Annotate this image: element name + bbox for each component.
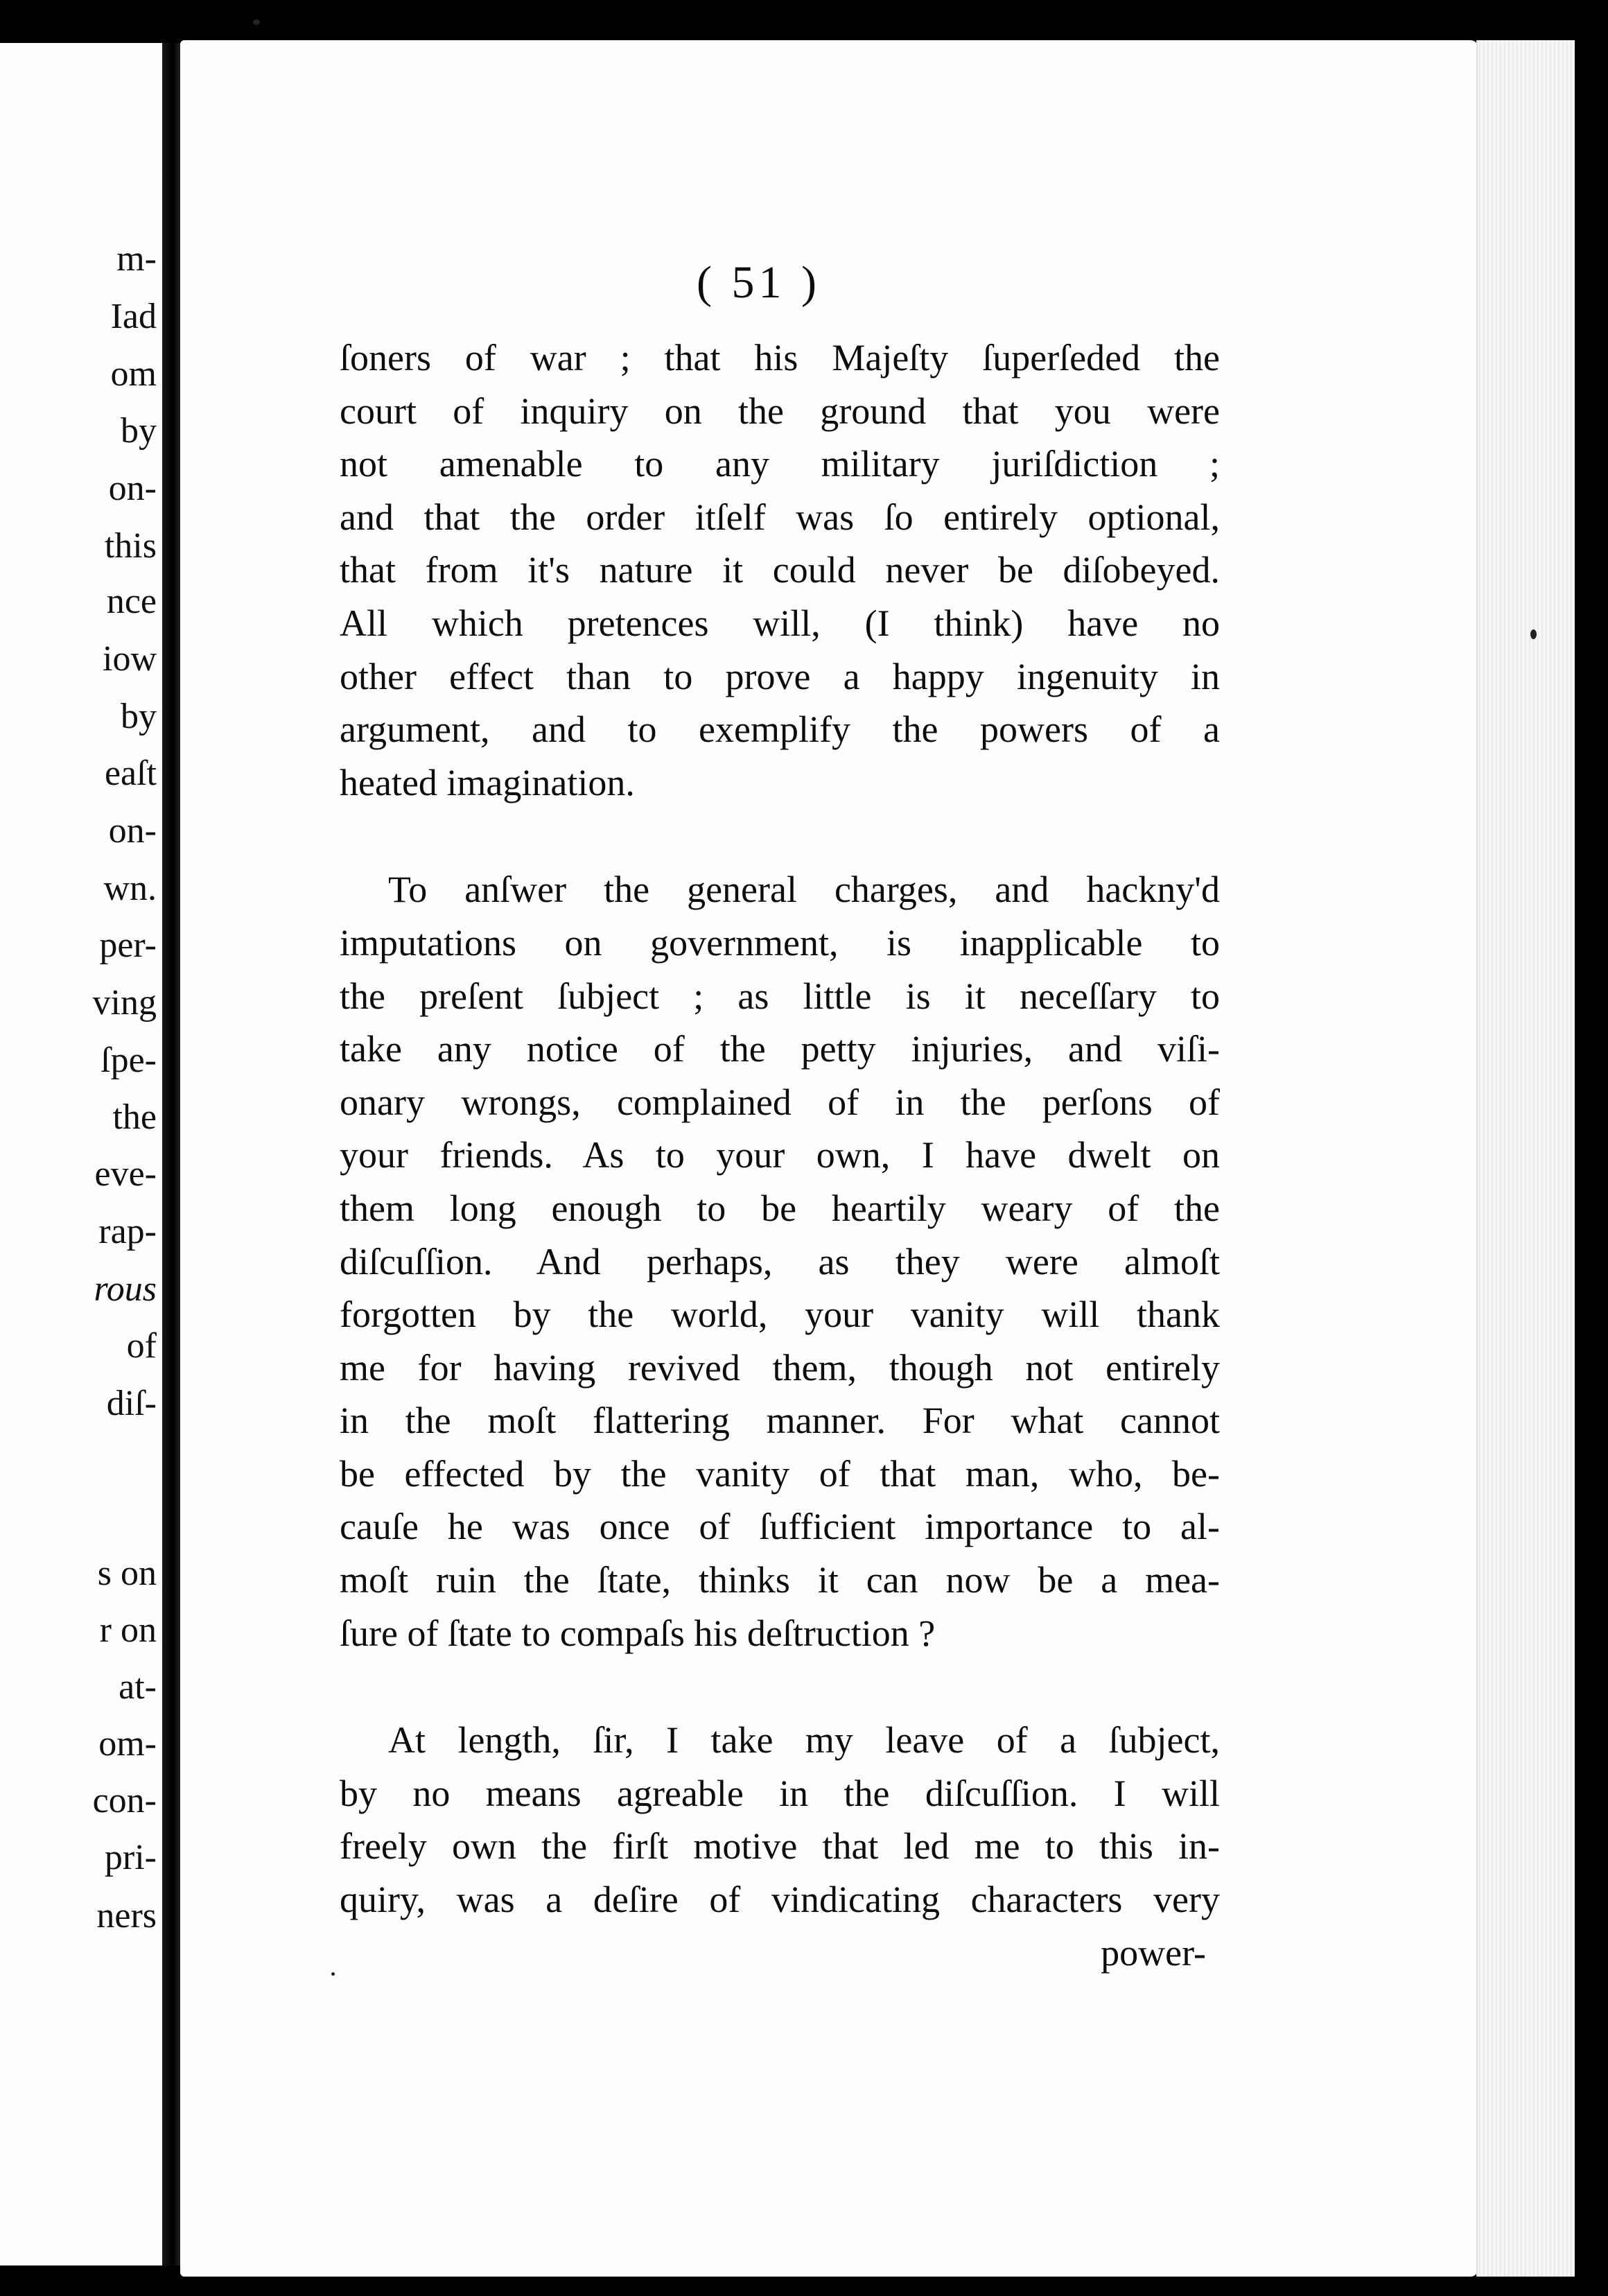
text-line: heated imagination. — [340, 761, 635, 803]
text-line: be effected by the vanity of that man, who, be- — [340, 1452, 1220, 1495]
text-line: All which pretences will, (I think) have no — [340, 602, 1220, 644]
left-page-fragment: diſ- — [106, 1384, 157, 1423]
left-page-fragment: pri- — [104, 1838, 157, 1877]
paragraph — [340, 331, 1220, 809]
text-line: imputations on government, is inapplicable to — [340, 921, 1220, 964]
paragraph-gap — [340, 1660, 1220, 1714]
left-page-fragment: om — [110, 354, 157, 394]
left-page-fragment: s on — [97, 1554, 157, 1593]
text-line: not amenable to any military juriſdiction ; — [340, 443, 1220, 485]
text-line: take any notice of the petty injuries, and viſi- — [340, 1028, 1220, 1070]
text-line: your friends. As to your own, I have dwelt on — [340, 1134, 1220, 1176]
page-edges — [1476, 40, 1575, 2277]
text-line: other effect than to prove a happy ingenuity in — [340, 655, 1220, 697]
text-line: by no means agreable in the diſcuſſion. I will — [340, 1772, 1220, 1814]
left-page-fragment: om- — [98, 1724, 157, 1764]
left-page-fragment: eaſt — [104, 754, 157, 793]
text-line: the preſent ſubject ; as little is it neceſſary to — [340, 975, 1220, 1017]
scan-border — [1575, 0, 1608, 2296]
scan-speck — [1530, 629, 1537, 639]
left-page-fragment: this — [104, 526, 157, 566]
text-line: onary wrongs, complained of in the perſons of — [340, 1081, 1220, 1123]
left-page-fragment: ſpe- — [101, 1041, 157, 1080]
text-line: ſure of ſtate to compaſs his deſtruction ? — [340, 1612, 936, 1654]
left-page-fragment: wn. — [103, 869, 157, 908]
left-page-fragment: nce — [106, 582, 157, 621]
left-page-fragment: ners — [96, 1896, 157, 1936]
paragraph-gap — [340, 809, 1220, 863]
left-page-fragment: by — [121, 411, 157, 451]
left-page-fragment: at- — [119, 1667, 157, 1707]
page-number: ( 51 ) — [697, 257, 821, 308]
left-page-fragment: of — [126, 1326, 157, 1366]
text-line: At length, ſir, I take my leave of a ſubject, — [388, 1719, 1220, 1762]
book-gutter — [162, 43, 180, 2265]
text-line: and that the order itſelf was ſo entirely optional, — [340, 496, 1220, 538]
paragraph — [340, 1714, 1220, 1926]
text-line: in the moſt flattering manner. For what cannot — [340, 1400, 1220, 1442]
text-line: moſt ruin the ſtate, thinks it can now be a mea- — [340, 1559, 1220, 1601]
text-line: quiry, was a deſire of vindicating characters very — [340, 1879, 1220, 1921]
left-page-fragment: rap- — [98, 1212, 157, 1251]
page-body-text — [340, 331, 1220, 1979]
catchword: power- — [1101, 1931, 1206, 1974]
paragraph — [340, 863, 1220, 1660]
left-page-fragment: rous — [94, 1269, 157, 1309]
text-line: court of inquiry on the ground that you were — [340, 390, 1220, 432]
left-page-fragment: on- — [108, 469, 157, 508]
text-line: diſcuſſion. And perhaps, as they were almoſt — [340, 1240, 1220, 1282]
scan-speck — [253, 19, 260, 25]
text-line: forgotten by the world, your vanity will thank — [340, 1294, 1220, 1336]
left-page-fragment: m- — [116, 239, 157, 279]
left-page-fragment: r on — [99, 1610, 157, 1650]
left-page-fragment: on- — [108, 811, 157, 851]
text-line: that from it's nature it could never be diſobeyed. — [340, 549, 1220, 591]
text-line: To anſwer the general charges, and hackny'd — [388, 869, 1220, 911]
text-line: freely own the firſt motive that led me to this in- — [340, 1825, 1220, 1868]
text-line: me for having revived them, though not entirely — [340, 1346, 1220, 1389]
left-page-fragment: eve- — [94, 1154, 157, 1194]
left-facing-page — [0, 43, 162, 2265]
text-line: ſoners of war ; that his Majeſty ſuperſeded the — [340, 337, 1220, 379]
scan-speck — [331, 1972, 335, 1976]
left-page-fragment: ving — [92, 983, 157, 1023]
left-page-fragment: per- — [99, 925, 157, 965]
left-page-fragment: by — [121, 697, 157, 736]
text-line: argument, and to exemplify the powers of a — [340, 708, 1220, 751]
left-page-fragment: iow — [103, 639, 157, 679]
text-line: them long enough to be heartily weary of the — [340, 1187, 1220, 1229]
left-page-fragment: Iad — [110, 297, 157, 336]
text-line: cauſe he was once of ſufficient importance to al- — [340, 1506, 1220, 1548]
left-page-fragment: con- — [92, 1781, 157, 1820]
left-page-fragment: the — [112, 1097, 157, 1137]
